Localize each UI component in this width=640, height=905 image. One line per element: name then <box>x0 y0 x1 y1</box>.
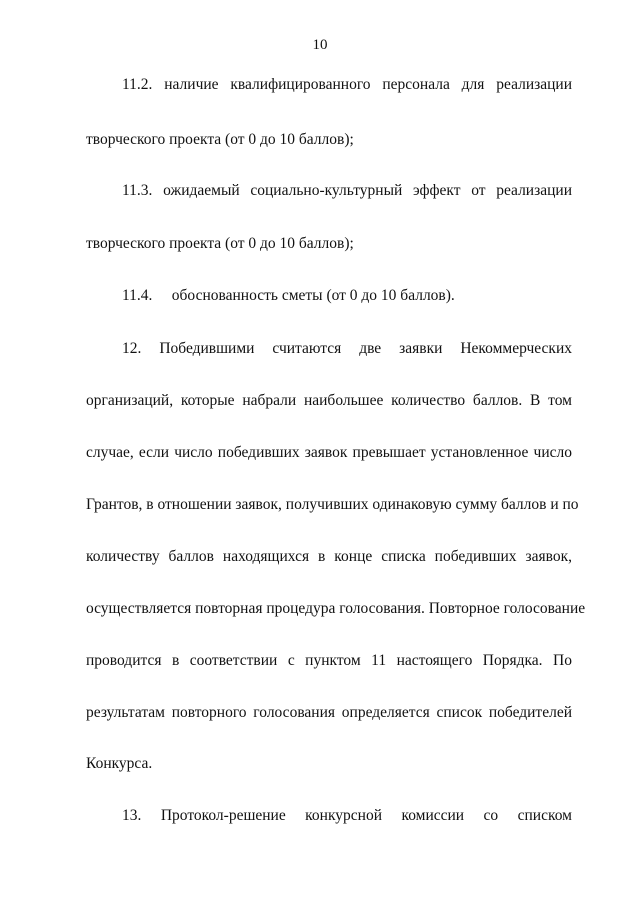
text-line-12-continued-7: результатам повторного голосования определяется список победителей <box>86 704 572 721</box>
text-line-12-continued-4: количеству баллов находящихся в конце списка победивших заявок, <box>86 548 572 565</box>
text-line-13: 13. Протокол-решение конкурсной комиссии со списком <box>122 807 572 824</box>
text-line-12-continued-1: организаций, которые набрали наибольшее количество баллов. В том <box>86 392 572 409</box>
text-line-12-continued-2: случае, если число победивших заявок превышает установленное число <box>86 444 572 461</box>
page-number: 10 <box>312 37 328 53</box>
text-line-11-2: 11.2. наличие квалифицированного персонала для реализации <box>122 76 572 93</box>
text-line-12-continued-5: осуществляется повторная процедура голосования. Повторное голосование <box>86 600 586 617</box>
text-line-12-end: Конкурса. <box>86 755 153 772</box>
text-line-12-continued-3: Грантов, в отношении заявок, получивших одинаковую сумму баллов и по <box>86 496 579 513</box>
text-line-11-4: 11.4. обоснованность сметы (от 0 до 10 баллов). <box>122 287 455 304</box>
text-line-11-2-continued: творческого проекта (от 0 до 10 баллов); <box>86 131 354 148</box>
text-line-12: 12. Победившими считаются две заявки Некоммерческих <box>122 340 572 357</box>
text-line-12-continued-6: проводится в соответствии с пунктом 11 настоящего Порядка. По <box>86 652 572 669</box>
text-line-11-3-continued: творческого проекта (от 0 до 10 баллов); <box>86 235 354 252</box>
text-line-11-3: 11.3. ожидаемый социально-культурный эффект от реализации <box>122 182 572 199</box>
